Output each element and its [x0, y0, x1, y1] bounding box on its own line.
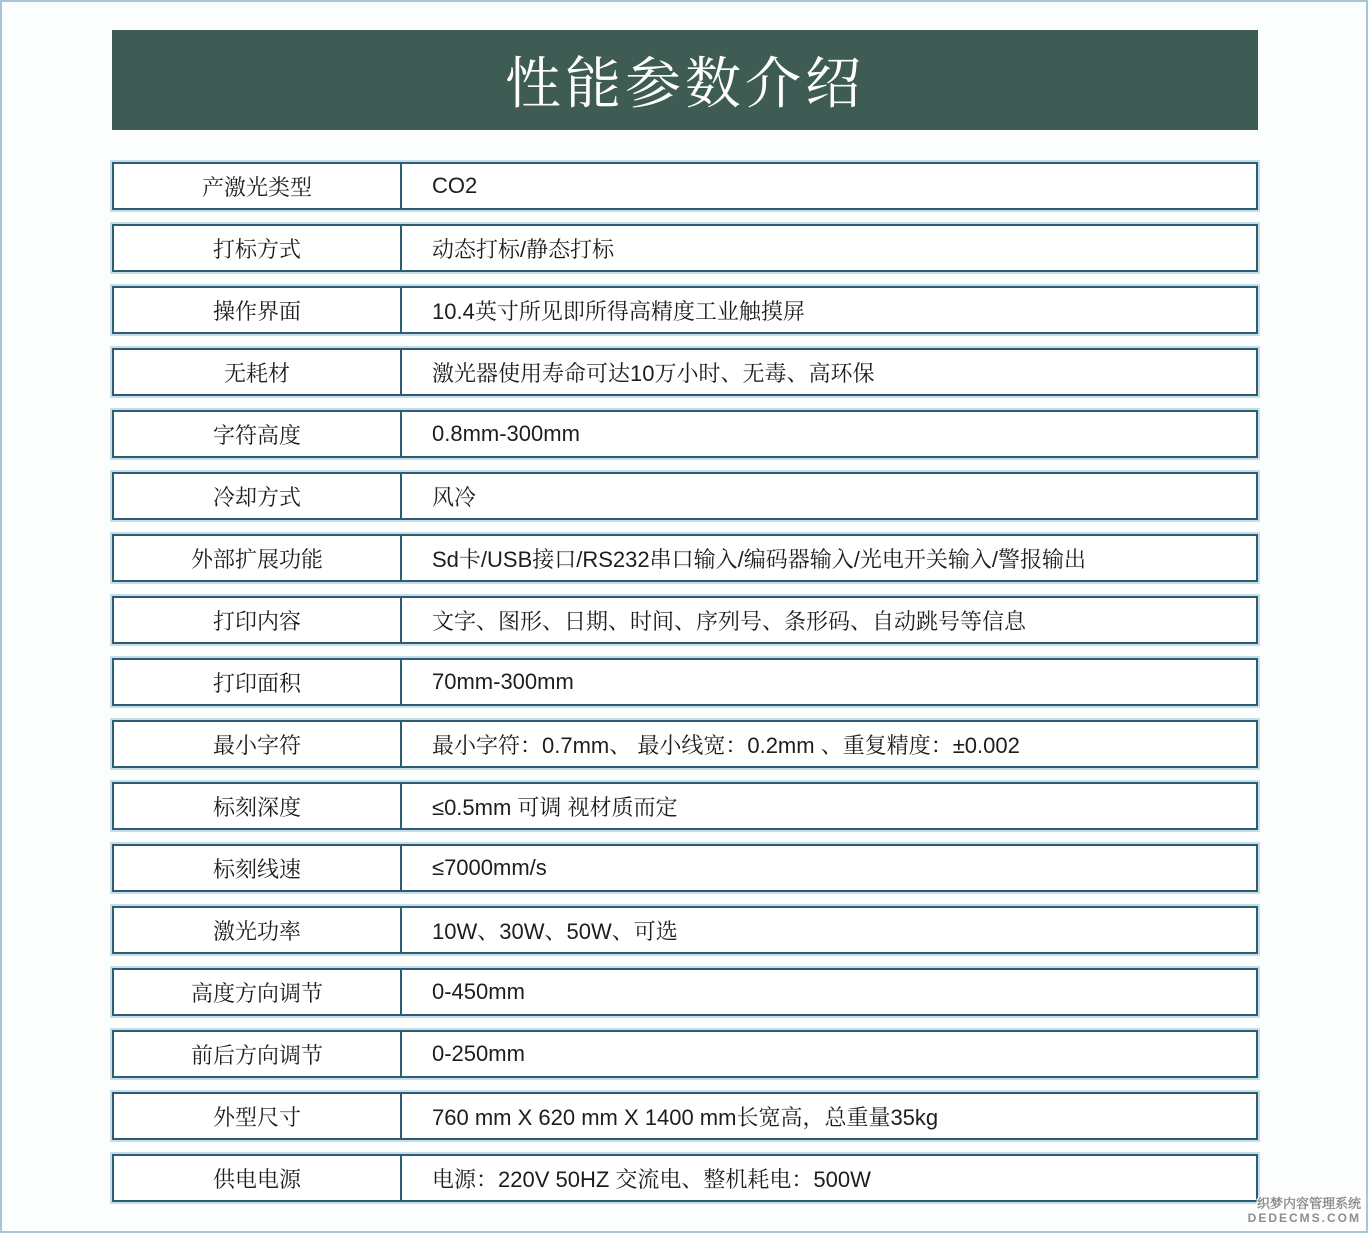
row-value-cell — [402, 1032, 1256, 1076]
row-label-cell — [114, 226, 402, 270]
table-row — [112, 968, 1258, 1016]
row-label-cell — [114, 164, 402, 208]
row-value-cell — [402, 164, 1256, 208]
row-value: 动态打标/静态打标 — [432, 236, 615, 262]
table-row — [112, 720, 1258, 768]
row-label-cell — [114, 1032, 402, 1076]
row-value: 最小字符：0.7mm、 最小线宽：0.2mm 、重复精度：±0.002 — [432, 732, 1020, 758]
row-label: 激光功率 — [212, 918, 301, 944]
row-label: 无耗材 — [223, 360, 290, 386]
row-label-cell — [114, 1156, 402, 1200]
row-value: 70mm-300mm — [432, 669, 574, 694]
table-row — [112, 410, 1258, 458]
row-label-cell — [114, 1094, 402, 1138]
row-label-cell — [114, 598, 402, 642]
row-value-cell — [402, 908, 1256, 952]
spec-table — [112, 162, 1258, 1202]
row-value-cell — [402, 536, 1256, 580]
row-value: 风冷 — [432, 484, 477, 510]
row-label-cell — [114, 784, 402, 828]
table-row — [112, 1154, 1258, 1202]
row-value-cell — [402, 846, 1256, 890]
row-label: 打印面积 — [212, 670, 301, 696]
row-value: 10.4英寸所见即所得高精度工业触摸屏 — [432, 298, 805, 324]
cms-watermark — [1248, 1196, 1361, 1226]
row-value-cell — [402, 1156, 1256, 1200]
row-label-cell — [114, 474, 402, 518]
row-label: 标刻深度 — [212, 794, 301, 820]
row-label: 冷却方式 — [212, 484, 301, 510]
page-title: 性能参数介绍 — [505, 52, 865, 115]
row-label-cell — [114, 288, 402, 332]
row-label-cell — [114, 350, 402, 394]
row-label: 产激光类型 — [201, 174, 312, 200]
row-value: 0.8mm-300mm — [432, 421, 580, 446]
table-row — [112, 1030, 1258, 1078]
row-label-cell — [114, 412, 402, 456]
row-value: 电源：220V 50HZ 交流电、整机耗电：500W — [432, 1166, 871, 1192]
row-value-cell — [402, 970, 1256, 1014]
row-label: 外型尺寸 — [212, 1104, 301, 1130]
table-row — [112, 906, 1258, 954]
row-label: 打印内容 — [212, 608, 301, 634]
row-value-cell — [402, 474, 1256, 518]
row-value-cell — [402, 412, 1256, 456]
row-label: 操作界面 — [212, 298, 301, 324]
row-label: 外部扩展功能 — [190, 546, 323, 572]
row-value: CO2 — [432, 173, 478, 198]
table-row — [112, 782, 1258, 830]
watermark-text-domain: DEDECMS.COM — [1247, 1211, 1361, 1225]
row-label-cell — [114, 722, 402, 766]
table-row — [112, 348, 1258, 396]
table-row — [112, 844, 1258, 892]
table-row — [112, 286, 1258, 334]
row-label: 打标方式 — [212, 236, 301, 262]
row-label: 高度方向调节 — [190, 980, 323, 1006]
row-label: 前后方向调节 — [190, 1042, 323, 1068]
title-banner — [112, 30, 1258, 130]
row-label-cell — [114, 970, 402, 1014]
table-row — [112, 596, 1258, 644]
row-value-cell — [402, 1094, 1256, 1138]
row-label-cell — [114, 908, 402, 952]
row-value: ≤0.5mm 可调 视材质而定 — [432, 794, 678, 820]
table-row — [112, 658, 1258, 706]
row-value: Sd卡/USB接口/RS232串口输入/编码器输入/光电开关输入/警报输出 — [432, 546, 1086, 572]
row-label: 最小字符 — [212, 732, 301, 758]
row-value: 0-450mm — [432, 979, 525, 1004]
row-value: ≤7000mm/s — [432, 855, 547, 880]
row-value: 激光器使用寿命可达10万小时、无毒、高环保 — [432, 360, 875, 386]
table-row — [112, 534, 1258, 582]
table-row — [112, 1092, 1258, 1140]
row-value-cell — [402, 660, 1256, 704]
row-value-cell — [402, 722, 1256, 766]
row-value-cell — [402, 288, 1256, 332]
row-value: 10W、30W、50W、可选 — [432, 918, 678, 944]
table-row — [112, 162, 1258, 210]
row-label-cell — [114, 660, 402, 704]
watermark-text-cn: 织梦内容管理系统 — [1256, 1196, 1361, 1211]
row-label: 供电电源 — [212, 1166, 301, 1192]
table-row — [112, 224, 1258, 272]
row-label: 标刻线速 — [212, 856, 301, 882]
row-value: 0-250mm — [432, 1041, 525, 1066]
row-value-cell — [402, 784, 1256, 828]
table-row — [112, 472, 1258, 520]
row-value-cell — [402, 226, 1256, 270]
row-label-cell — [114, 536, 402, 580]
row-value: 760 mm X 620 mm X 1400 mm长宽高，总重量35kg — [432, 1104, 939, 1130]
row-value-cell — [402, 598, 1256, 642]
row-label-cell — [114, 846, 402, 890]
row-value: 文字、图形、日期、时间、序列号、条形码、自动跳号等信息 — [432, 608, 1027, 634]
row-label: 字符高度 — [212, 422, 301, 448]
row-value-cell — [402, 350, 1256, 394]
